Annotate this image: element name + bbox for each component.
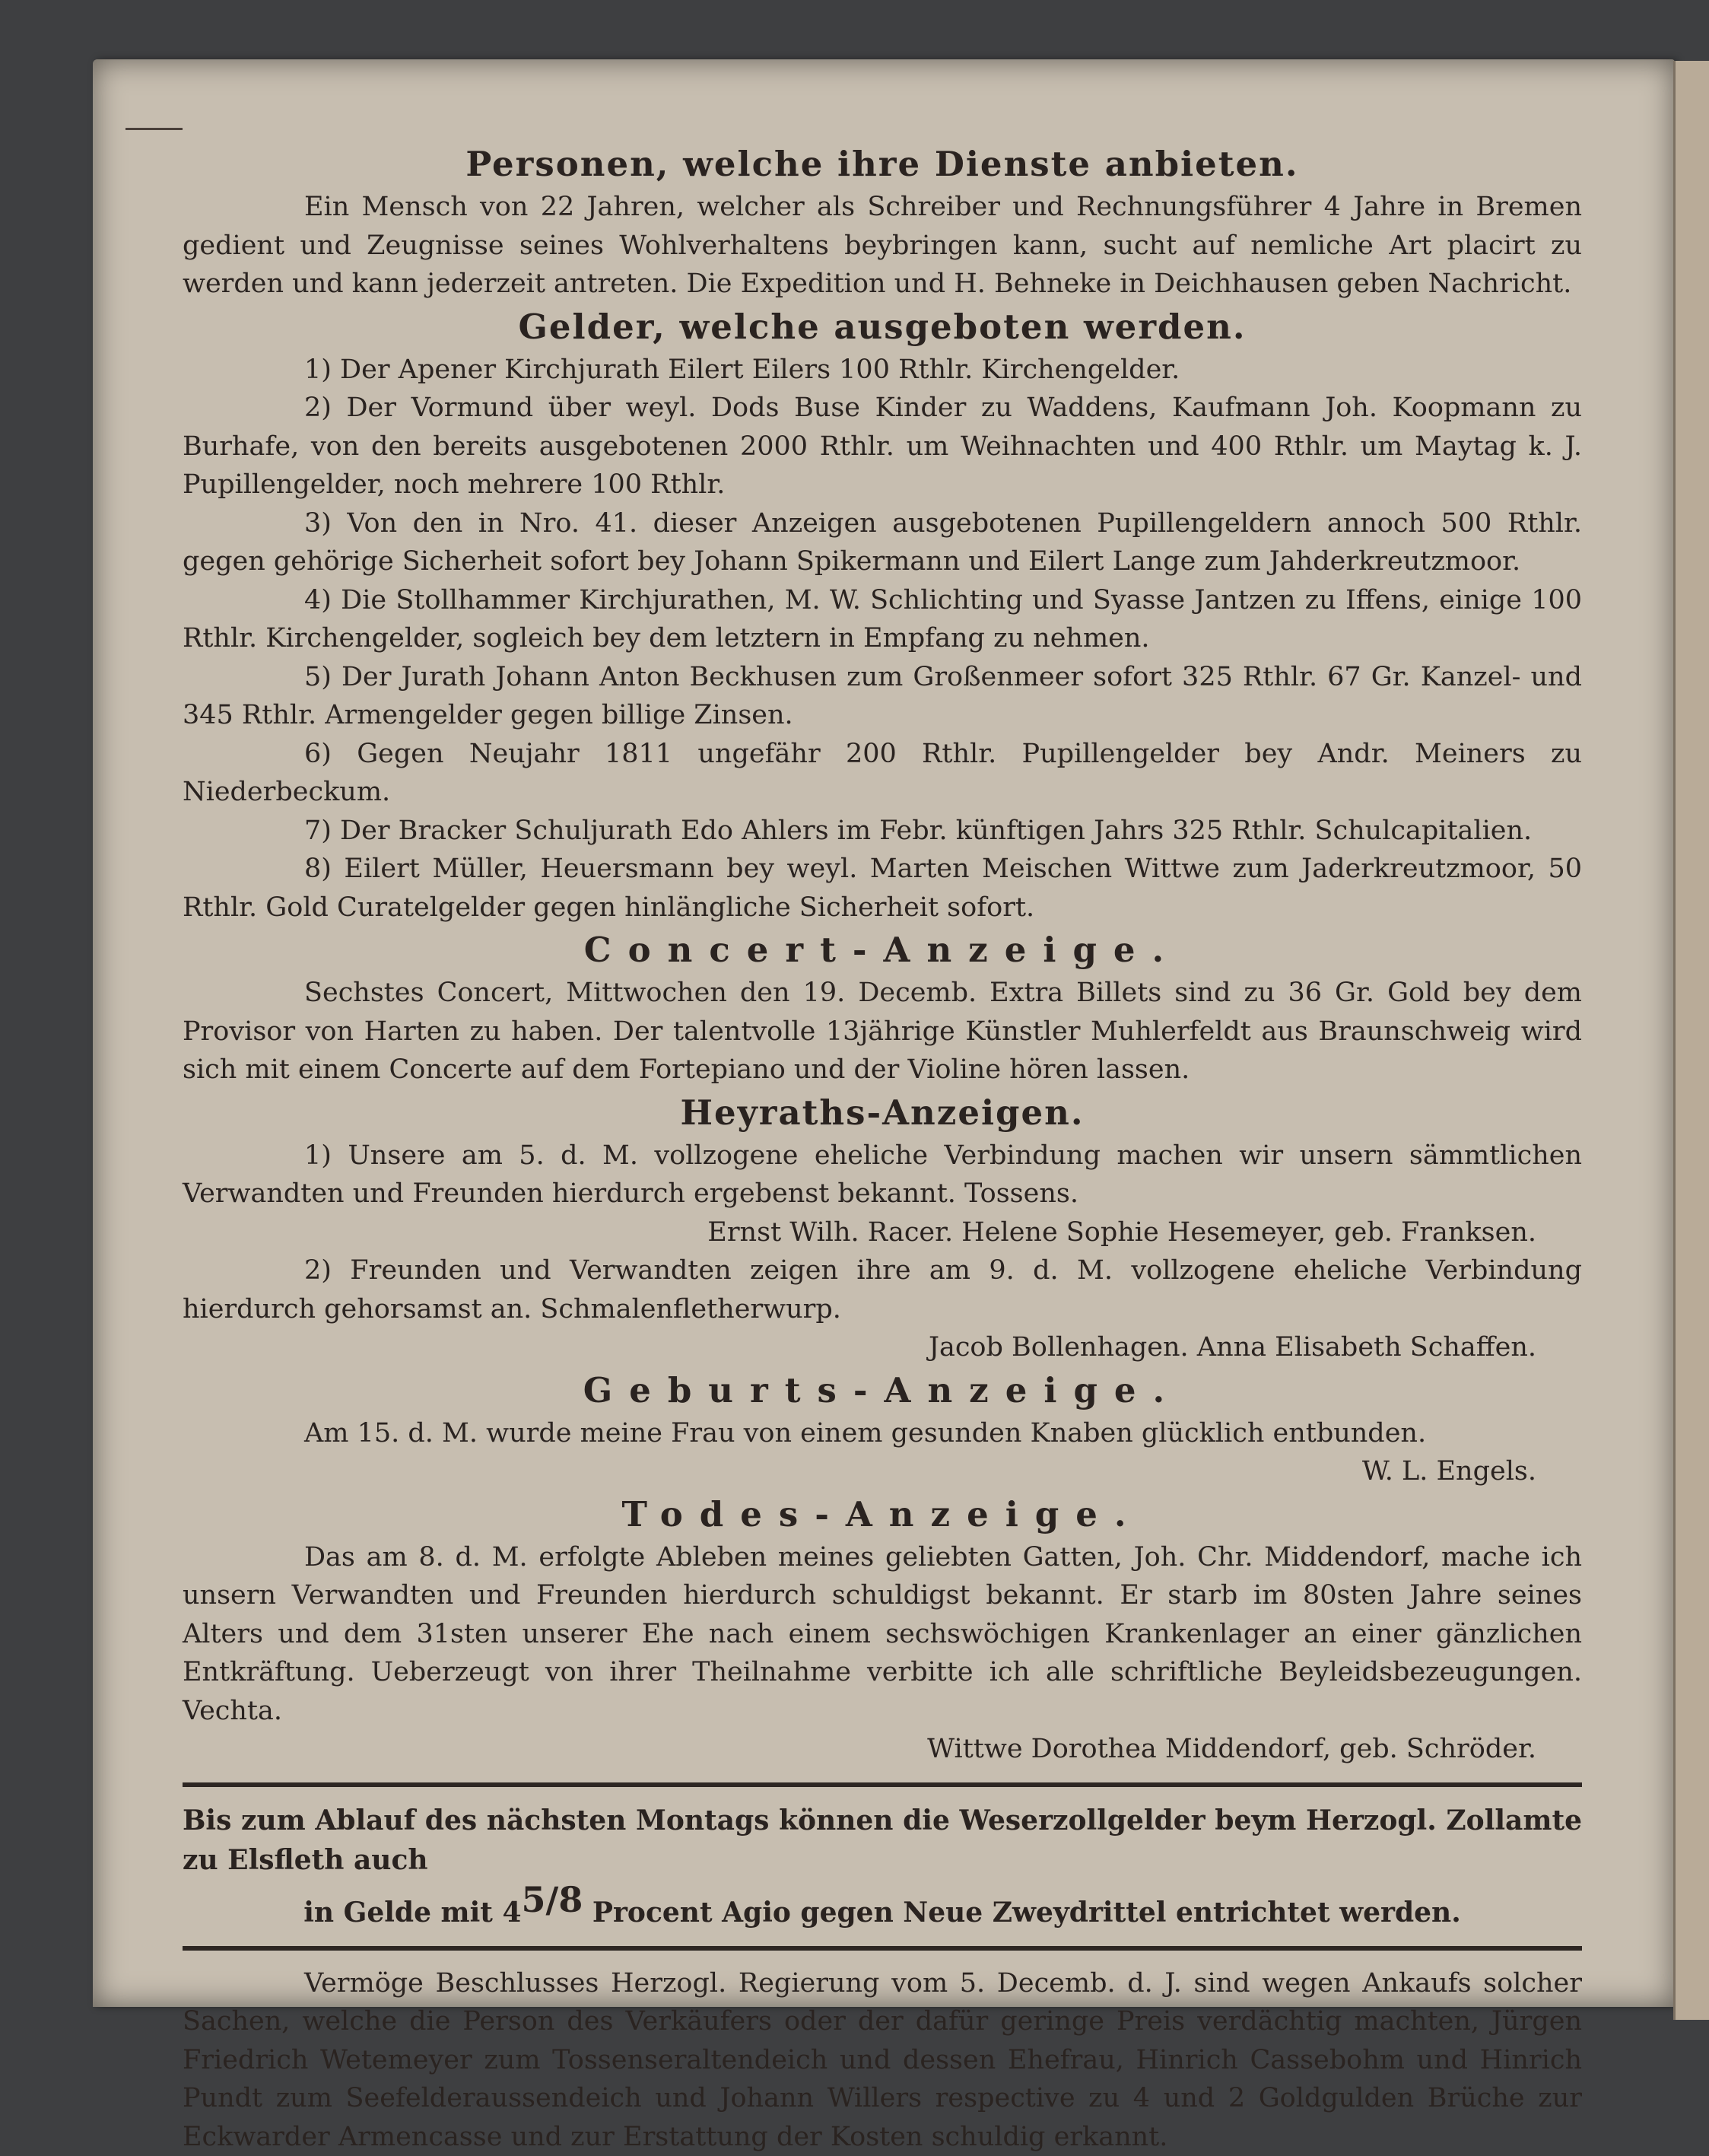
money-heading: Gelder, welche ausgeboten werden. bbox=[183, 304, 1582, 351]
marriage-heading: Heyraths-Anzeigen. bbox=[183, 1089, 1582, 1137]
money-item: 4) Die Stollhammer Kirchjurathen, M. W. Schlichting und Syasse Jantzen zu Iffens, einige 100 Rthlr. Kirchengelder, sogleich bey dem letztern in Empfang zu nehmen. bbox=[183, 581, 1582, 658]
divider bbox=[183, 1946, 1582, 1951]
money-item: 8) Eilert Müller, Heuersmann bey weyl. Marten Meischen Wittwe zum Jaderkreutzmoor, 50 Rthlr. Gold Curatelgelder gegen hinlängliche Sicherheit sofort. bbox=[183, 850, 1582, 927]
marriage-item-1: 1) Unsere am 5. d. M. vollzogene eheliche Verbindung machen wir unsern sämmtlichen Verwandten und Freunden hierdurch ergebenst bekannt. Tossens. bbox=[183, 1137, 1582, 1213]
death-text: Das am 8. d. M. erfolgte Ableben meines geliebten Gatten, Joh. Chr. Middendorf, mache ich unsern Verwandten und Freunden hierdurch schuldigst bekannt. Er starb im 80sten Jahre seines Alters und dem 31sten unserer Ehe nach einem sechswöchigen Krankenlager an einer gänzlichen Entkräftung. Ueberzeugt von ihrer Theilnahme verbitte ich alle schriftliche Beyleidsbezeugungen. Vechta. bbox=[183, 1538, 1582, 1731]
marriage-item-2: 2) Freunden und Verwandten zeigen ihre am 9. d. M. vollzogene eheliche Verbindung hierdurch gehorsamst an. Schmalenfletherwurp. bbox=[183, 1251, 1582, 1328]
money-item: 6) Gegen Neujahr 1811 ungefähr 200 Rthlr. Pupillengelder bey Andr. Meiners zu Niederbeckum. bbox=[183, 735, 1582, 812]
money-item: 7) Der Bracker Schuljurath Edo Ahlers im Febr. künftigen Jahrs 325 Rthlr. Schulcapitalien. bbox=[183, 812, 1582, 851]
margin-dash bbox=[125, 128, 183, 130]
toll-line-2 bbox=[183, 1880, 1582, 1932]
page-content bbox=[183, 141, 1582, 2156]
money-item: 2) Der Vormund über weyl. Dods Buse Kinder zu Waddens, Kaufmann Joh. Koopmann zu Burhafe, von den bereits ausgebotenen 2000 Rthlr. um Weihnachten und 400 Rthlr. um Maytag k. J. Pupillengelder, noch mehrere 100 Rthlr. bbox=[183, 389, 1582, 504]
death-heading: Todes-Anzeige. bbox=[183, 1491, 1582, 1538]
death-signature: Wittwe Dorothea Middendorf, geb. Schröder. bbox=[183, 1730, 1582, 1769]
marriage-signature-2: Jacob Bollenhagen. Anna Elisabeth Schaffen. bbox=[183, 1328, 1582, 1367]
offers-text: Ein Mensch von 22 Jahren, welcher als Schreiber und Rechnungsführer 4 Jahre in Bremen gedient und Zeugnisse seines Wohlverhaltens beybringen kann, sucht auf nemliche Art placirt zu werden und kann jederzeit antreten. Die Expedition und H. Behneke in Deichhausen geben Nachricht. bbox=[183, 188, 1582, 304]
concert-heading: Concert-Anzeige. bbox=[183, 927, 1582, 974]
money-item: 5) Der Jurath Johann Anton Beckhusen zum Großenmeer sofort 325 Rthlr. 67 Gr. Kanzel- und 345 Rthlr. Armengelder gegen billige Zinsen. bbox=[183, 658, 1582, 735]
marriage-signature-1: Ernst Wilh. Racer. Helene Sophie Hesemeyer, geb. Franksen. bbox=[183, 1213, 1582, 1252]
toll-line-1: Bis zum Ablauf des nächsten Montags können die Weserzollgelder beym Herzogl. Zollamte zu Elsfleth auch bbox=[183, 1805, 1582, 1876]
birth-signature: W. L. Engels. bbox=[183, 1452, 1582, 1491]
facing-page-edge bbox=[1673, 61, 1709, 2020]
decree-text: Vermöge Beschlusses Herzogl. Regierung vom 5. Decemb. d. J. sind wegen Ankaufs solcher Sachen, welche die Person des Verkäufers oder der dafür geringe Preis verdächtig machten, Jürgen Friedrich Wetemeyer zum Tossenseraltendeich und dessen Ehefrau, Hinrich Cassebohm und Hinrich Pundt zum Seefelderaussendeich und Johann Willers respective zu 4 und 2 Goldgulden Brüche zur Eckwarder Armencasse und zur Erstattung der Kosten schuldig erkannt. bbox=[183, 1964, 1582, 2156]
concert-text: Sechstes Concert, Mittwochen den 19. Decemb. Extra Billets sind zu 36 Gr. Gold bey dem Provisor von Harten zu haben. Der talentvolle 13jährige Künstler Muhlerfeldt aus Braunschweig wird sich mit einem Concerte auf dem Fortepiano und der Violine hören lassen. bbox=[183, 974, 1582, 1089]
money-item: 3) Von den in Nro. 41. dieser Anzeigen ausgebotenen Pupillengeldern annoch 500 Rthlr. gegen gehörige Sicherheit sofort bey Johann Spikermann und Eilert Lange zum Jahderkreutzmoor. bbox=[183, 504, 1582, 581]
offers-heading: Personen, welche ihre Dienste anbieten. bbox=[183, 141, 1582, 188]
toll-notice bbox=[183, 1801, 1582, 1932]
divider bbox=[183, 1782, 1582, 1787]
birth-heading: Geburts-Anzeige. bbox=[183, 1367, 1582, 1414]
birth-text: Am 15. d. M. wurde meine Frau von einem gesunden Knaben glücklich entbunden. bbox=[183, 1414, 1582, 1453]
money-item: 1) Der Apener Kirchjurath Eilert Eilers 100 Rthlr. Kirchengelder. bbox=[183, 351, 1582, 390]
toll-line-2-end: Procent Agio gegen Neue Zweydrittel entrichtet werden. bbox=[592, 1897, 1461, 1929]
toll-line-2-start: in Gelde mit 4 bbox=[303, 1897, 521, 1929]
toll-fraction: 5/8 bbox=[522, 1879, 583, 1920]
